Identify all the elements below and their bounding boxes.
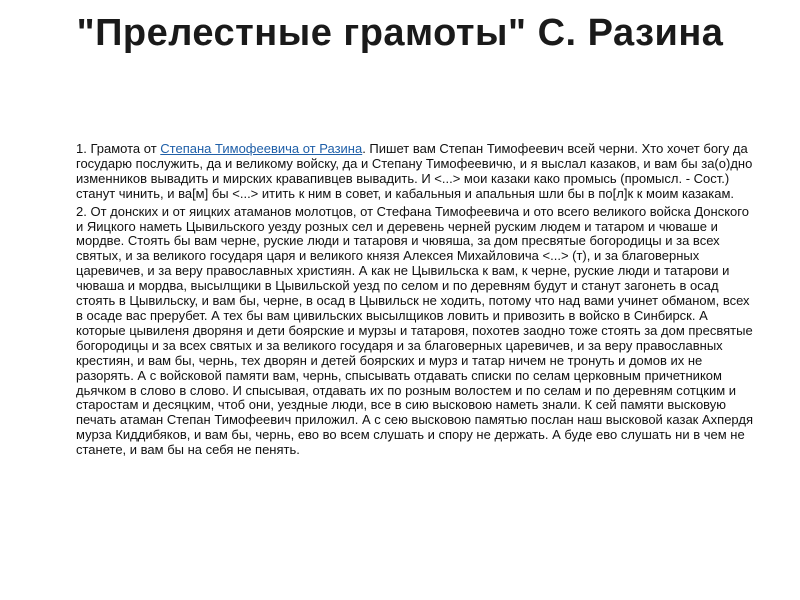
slide-title: "Прелестные грамоты" С. Разина bbox=[76, 12, 724, 54]
paragraph-2-number: 2. bbox=[76, 203, 87, 219]
paragraph-1-text-start: Грамота от bbox=[90, 141, 161, 156]
paragraph-2-text: От донских и от яицких атаманов молотцов, от Стефана Тимофеевича и ото всего великого войска Донского и Яицкого наметь Цывильского уезду розных сел и деревень черней руским людем и татаром и чюваше и мордве. Стоять бы вам черне, руские люди и татаровя и чювяша, за дом пресвятые богородицы и за всех святых, и за великого государя царя и великого князя Алексея Михайловича <...> (т), и за благоверных царевичев, и за веру православных християн. А как не Цывильска к вам, к черне, руские люди и татарови и чюваша и мордва, высылщики в Цывильской уезд по селом и по деревням будут и станут загонеть в осад стоять в Цывильску, и вам бы, черне, в осад в Цывильск не ходить, потому что над вами учинет обманом, всех в осаде вас прерубет. А тех бы вам цивильских высылщиков ловить и привозить в войско в Синбирск. А которые цывиленя дворяня и дети боярские и мурзы и татаровя, похотев заодно тоже стоять за дом пресвятые богородицы и за всех святых и за великого государя и за благоверных царевичев, и за веру православных крестиян, и вам бы, чернь, тех дворян и детей боярских и мурз и татар ничем не тронуть и домов их не разорять. А с войсковой памяти вам, чернь, спысывать отдавать списки по селам церковным причетником дьячком в слово в слово. И спысывая, отдавать их по розным волостем и по селам и по деревням сотцким и старостам и десяцким, чтоб они, уездные люди, все в сию высковою наметь знали. К сей памяти высковую печать атаман Степан Тимофеевич приложил. А с сею высковою памятью послан наш высковой казак Ахпердя мурза Киддибяков, и вам бы, чернь, ево во всем слушать и спору не держать. А буде ево слушать ни в чем не станете, и вам бы на себя не пенять. bbox=[76, 203, 753, 458]
razin-link[interactable]: Степана Тимофеевича от Разина bbox=[160, 141, 363, 156]
slide-content bbox=[76, 142, 756, 461]
paragraph-1-number: 1. bbox=[76, 141, 87, 156]
paragraph-2 bbox=[76, 205, 756, 458]
paragraph-1-text-end: . Пишет вам Степан Тимофеевич всей черни. Хто хочет богу да государю послужить, да и великому войску, да и Степану Тимофеевичю, и я выслал казаков, и вам бы за(о)дно изменников вывадить и мирских кравапивцев вывадить. И <...> мои казаки како промысь (промысл. - Сост.) станут чинить, и ва[м] бы <...> итить к ним в совет, и кабальныя и апальныя шли бы в по[л]к к моим казакам. bbox=[76, 141, 753, 201]
paragraph-1 bbox=[76, 142, 756, 202]
